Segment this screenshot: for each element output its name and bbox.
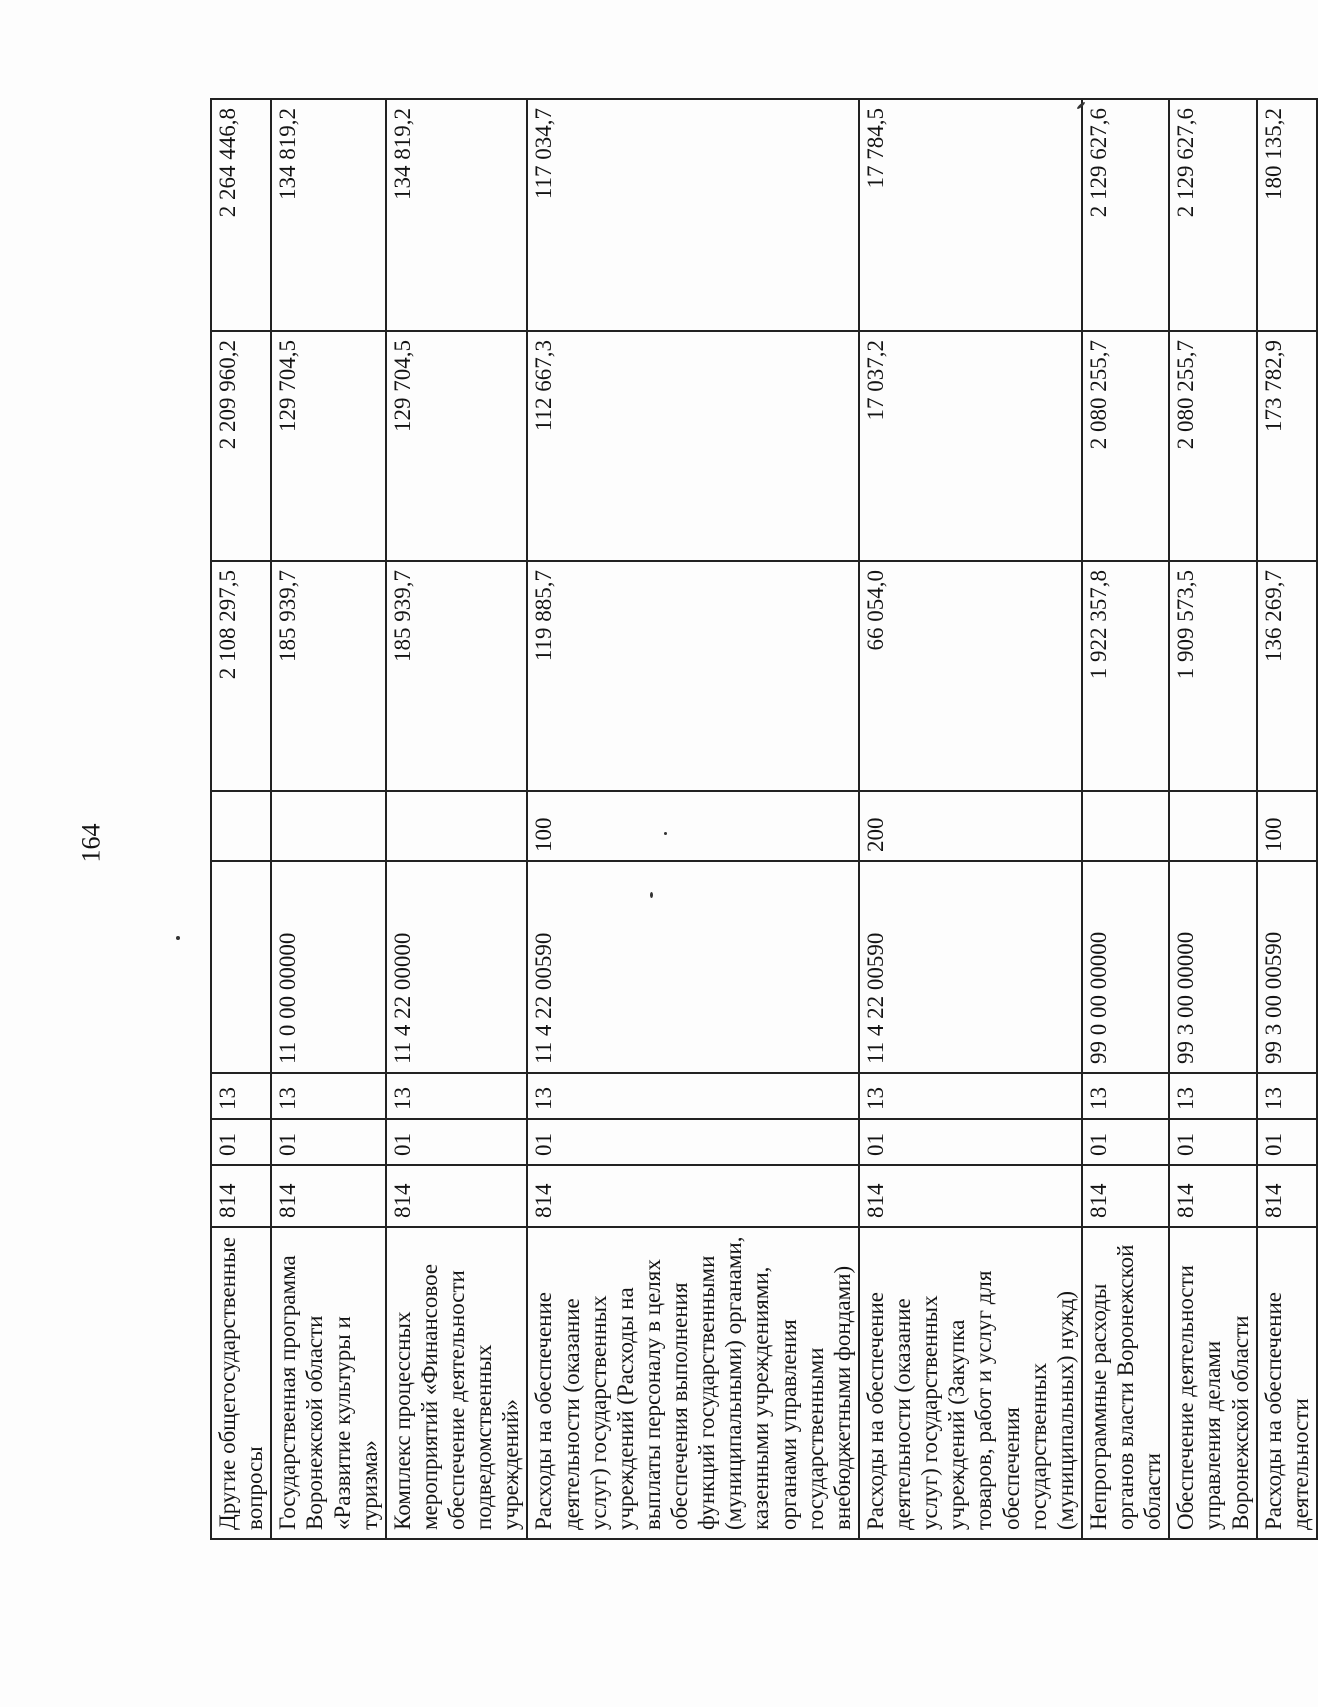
amount-year3-cell: 2 129 627,6: [1169, 99, 1256, 331]
amount-year2-cell: 173 782,9: [1257, 331, 1317, 561]
amount-year3-cell: 180 135,2: [1257, 99, 1317, 331]
subsection-code-cell: 13: [1169, 1073, 1256, 1119]
target-article-code-cell: 11 0 00 00000: [271, 861, 386, 1073]
rotated-page-content: [210, 100, 1313, 1540]
table-row: [1169, 99, 1256, 1539]
section-code-cell: 01: [859, 1119, 1082, 1165]
amount-year2-cell: 2 209 960,2: [211, 331, 271, 561]
amount-year2-cell: 129 704,5: [386, 331, 528, 561]
subsection-code-cell: 13: [211, 1073, 271, 1119]
amount-year3-cell: 2 264 446,8: [211, 99, 271, 331]
amount-year1-cell: 66 054,0: [859, 561, 1082, 791]
page-number: 164: [76, 823, 106, 863]
expense-type-code-cell: [211, 791, 271, 861]
grbs-code-cell: 814: [1169, 1165, 1256, 1227]
table-row: [1257, 99, 1317, 1539]
amount-year2-cell: 129 704,5: [271, 331, 386, 561]
section-code-cell: 01: [1169, 1119, 1256, 1165]
amount-year1-cell: 185 939,7: [386, 561, 528, 791]
expense-type-code-cell: [271, 791, 386, 861]
row-name-cell: Обеспечение деятельности управления делами Воронежской области: [1169, 1227, 1256, 1539]
subsection-code-cell: 13: [527, 1073, 859, 1119]
table-row: [527, 99, 859, 1539]
grbs-code-cell: 814: [859, 1165, 1082, 1227]
amount-year1-cell: 119 885,7: [527, 561, 859, 791]
amount-year1-cell: 1 909 573,5: [1169, 561, 1256, 791]
row-name-cell: Расходы на обеспечение деятельности (оказание услуг) государственных учреждений (Закупка товаров, работ и услуг для обеспечения государственных (муниципальных) нужд): [859, 1227, 1082, 1539]
section-code-cell: 01: [386, 1119, 528, 1165]
scan-speck: [176, 936, 180, 940]
grbs-code-cell: 814: [1257, 1165, 1317, 1227]
row-name-cell: Расходы на обеспечение деятельности: [1257, 1227, 1317, 1539]
target-article-code-cell: 99 3 00 00000: [1169, 861, 1256, 1073]
row-name-cell: Комплекс процессных мероприятий «Финансовое обеспечение деятельности подведомственных учреждений»: [386, 1227, 528, 1539]
table-row: [211, 99, 271, 1539]
amount-year3-cell: 17 784,5: [859, 99, 1082, 331]
amount-year3-cell: 134 819,2: [271, 99, 386, 331]
target-article-code-cell: [211, 861, 271, 1073]
target-article-code-cell: 11 4 22 00590: [527, 861, 859, 1073]
scan-speck: [650, 892, 653, 898]
grbs-code-cell: 814: [527, 1165, 859, 1227]
table-row: [1082, 99, 1169, 1539]
expense-type-code-cell: 200: [859, 791, 1082, 861]
expense-type-code-cell: [1169, 791, 1256, 861]
amount-year2-cell: 112 667,3: [527, 331, 859, 561]
amount-year3-cell: 117 034,7: [527, 99, 859, 331]
section-code-cell: 01: [271, 1119, 386, 1165]
target-article-code-cell: 99 3 00 00590: [1257, 861, 1317, 1073]
table-row: [859, 99, 1082, 1539]
subsection-code-cell: 13: [386, 1073, 528, 1119]
grbs-code-cell: 814: [386, 1165, 528, 1227]
table-row: [386, 99, 528, 1539]
target-article-code-cell: 99 0 00 00000: [1082, 861, 1169, 1073]
amount-year2-cell: 2 080 255,7: [1169, 331, 1256, 561]
expense-type-code-cell: [1082, 791, 1169, 861]
row-name-cell: Непрограммные расходы органов власти Воронежской области: [1082, 1227, 1169, 1539]
grbs-code-cell: 814: [211, 1165, 271, 1227]
subsection-code-cell: 13: [859, 1073, 1082, 1119]
expense-type-code-cell: [386, 791, 528, 861]
amount-year2-cell: 2 080 255,7: [1082, 331, 1169, 561]
row-name-cell: Государственная программа Воронежской области «Развитие культуры и туризма»: [271, 1227, 386, 1539]
target-article-code-cell: 11 4 22 00590: [859, 861, 1082, 1073]
grbs-code-cell: 814: [1082, 1165, 1169, 1227]
grbs-code-cell: 814: [271, 1165, 386, 1227]
amount-year1-cell: 136 269,7: [1257, 561, 1317, 791]
section-code-cell: 01: [527, 1119, 859, 1165]
budget-table: [210, 98, 1318, 1540]
amount-year1-cell: 2 108 297,5: [211, 561, 271, 791]
section-code-cell: 01: [1082, 1119, 1169, 1165]
amount-year1-cell: 185 939,7: [271, 561, 386, 791]
subsection-code-cell: 13: [1257, 1073, 1317, 1119]
subsection-code-cell: 13: [1082, 1073, 1169, 1119]
scan-speck: [664, 832, 667, 835]
amount-year3-cell: 2 129 627,6: [1082, 99, 1169, 331]
section-code-cell: 01: [1257, 1119, 1317, 1165]
table-row: [271, 99, 386, 1539]
amount-year2-cell: 17 037,2: [859, 331, 1082, 561]
amount-year3-cell: 134 819,2: [386, 99, 528, 331]
expense-type-code-cell: 100: [527, 791, 859, 861]
amount-year1-cell: 1 922 357,8: [1082, 561, 1169, 791]
subsection-code-cell: 13: [271, 1073, 386, 1119]
section-code-cell: 01: [211, 1119, 271, 1165]
row-name-cell: Другие общегосударственные вопросы: [211, 1227, 271, 1539]
row-name-cell: Расходы на обеспечение деятельности (оказание услуг) государственных учреждений (Расходы на выплаты персоналу в целях обеспечения выполнения функций государственными (муниципальными) органами, казенными учреждениями, органами управления государственными внебюджетными фондами): [527, 1227, 859, 1539]
target-article-code-cell: 11 4 22 00000: [386, 861, 528, 1073]
expense-type-code-cell: 100: [1257, 791, 1317, 861]
